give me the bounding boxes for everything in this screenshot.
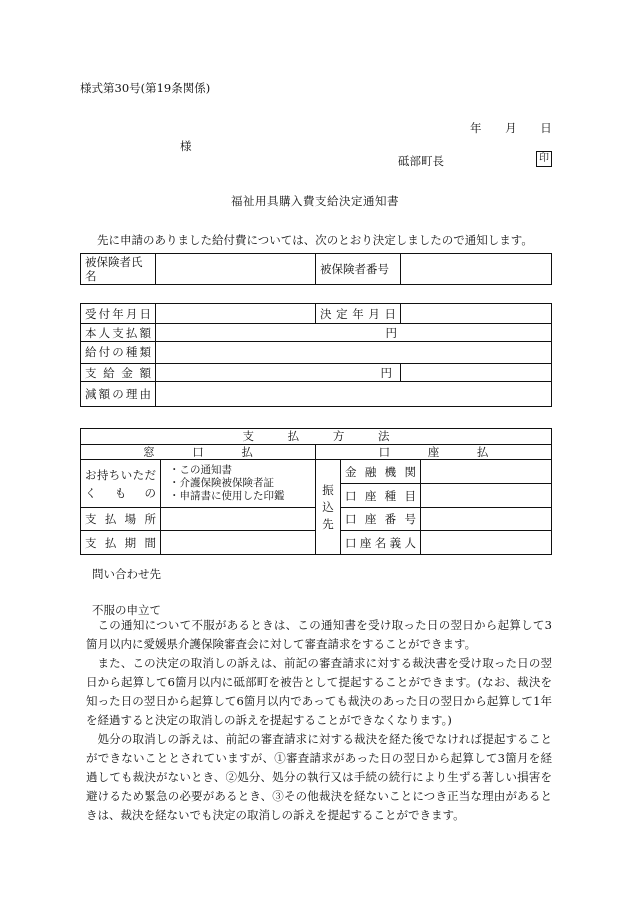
account-type-label: 口座種目 — [341, 484, 421, 508]
insured-table — [80, 253, 552, 285]
decision-table — [80, 303, 552, 407]
self-pay-label: 本人支払額 — [81, 324, 156, 341]
reduction-reason-label: 減額の理由 — [81, 382, 156, 407]
transfer-destination-label: 振 込 先 — [316, 460, 341, 555]
account-number-field[interactable] — [421, 508, 552, 531]
account-holder-label: 口座名義人 — [341, 531, 421, 555]
yen-unit: 円 — [385, 325, 397, 340]
document-title: 福祉用具購入費支給決定通知書 — [231, 194, 399, 208]
account-type-field[interactable] — [421, 484, 552, 508]
payment-place-label: 支払場所 — [81, 508, 161, 531]
payment-amount-label: 支給金額 — [81, 364, 156, 382]
received-date-label: 受付年月日 — [81, 304, 156, 324]
payment-amount-extra[interactable] — [401, 364, 552, 382]
payment-method-header: 支 払 方 法 — [81, 429, 552, 445]
objection-paragraph-3: 処分の取消しの訴えは、前記の審査請求に対する裁決を経た後でなければ提起することができないこととされていますが、①審査請求があった日の翌日から起算して3箇月を経過しても裁決がないとき、②処分、処分の執行又は手続の続行により生ずる著しい損害を避けるため緊急の必要があるとき、③その他裁決を経ないことにつき正当な理由があるときは、裁決を経ないでも決定の取消しの訴えを提起することができます。 — [86, 732, 552, 822]
form-number: 様式第30号(第19条関係) — [80, 81, 211, 95]
payment-method-table — [80, 428, 552, 555]
seal-mark: 印 — [536, 151, 552, 167]
addressee-suffix: 様 — [180, 139, 192, 153]
self-pay-field[interactable] — [156, 324, 552, 341]
decision-date-label: 決定年月日 — [316, 304, 401, 324]
objection-paragraph-2: また、この決定の取消しの訴えは、前記の審査請求に対する裁決書を受け取った日の翌日から起算して6箇月以内に砥部町を被告として提起することができます。(なお、裁決を知った日の翌日から起算して6箇月以内であっても裁決のあった日の翌日から起算して1年を経過すると決定の取消しの訴えを提起することができなくなります。) — [86, 656, 552, 727]
insured-number-label: 被保険者番号 — [316, 254, 401, 285]
payment-place-field[interactable] — [161, 508, 316, 531]
reduction-reason-field[interactable] — [156, 382, 552, 407]
benefit-type-label: 給付の種類 — [81, 341, 156, 363]
bring-items-list — [161, 460, 316, 508]
benefit-type-field[interactable] — [156, 341, 552, 363]
bank-field[interactable] — [421, 460, 552, 484]
received-date-field[interactable] — [156, 304, 316, 324]
payment-amount-field[interactable] — [156, 364, 401, 382]
insured-number-field[interactable] — [401, 254, 552, 285]
bring-items-label: お持ちいただくもの — [81, 460, 161, 508]
objection-paragraph-1: この通知について不服があるときは、この通知書を受け取った日の翌日から起算して3箇月以内に愛媛県介護保険審査会に対して審査請求をすることができます。 — [86, 618, 552, 651]
intro-text: 先に申請のありました給付費については、次のとおり決定しましたので通知します。 — [97, 233, 533, 247]
bring-item: ・申請書に使用した印鑑 — [169, 490, 285, 503]
account-payment-header: 口 座 払 — [316, 444, 552, 460]
insured-name-label: 被保険者氏名 — [81, 254, 156, 285]
counter-payment-header: 窓 口 払 — [81, 444, 316, 460]
bring-item: ・この通知書 — [169, 464, 232, 477]
objection-heading: 不服の申立て — [92, 603, 161, 617]
yen-unit: 円 — [380, 365, 392, 380]
date-line: 年 月 日 — [470, 121, 552, 135]
payment-period-label: 支払期間 — [81, 531, 161, 555]
inquiry-label: 問い合わせ先 — [92, 567, 161, 581]
bring-item: ・介護保険被保険者証 — [169, 477, 274, 490]
bank-label: 金融機関 — [341, 460, 421, 484]
issuer-name: 砥部町長 — [398, 154, 444, 168]
account-number-label: 口座番号 — [341, 508, 421, 531]
decision-date-field[interactable] — [401, 304, 552, 324]
payment-period-field[interactable] — [161, 531, 316, 555]
account-holder-field[interactable] — [421, 531, 552, 555]
insured-name-field[interactable] — [156, 254, 316, 285]
